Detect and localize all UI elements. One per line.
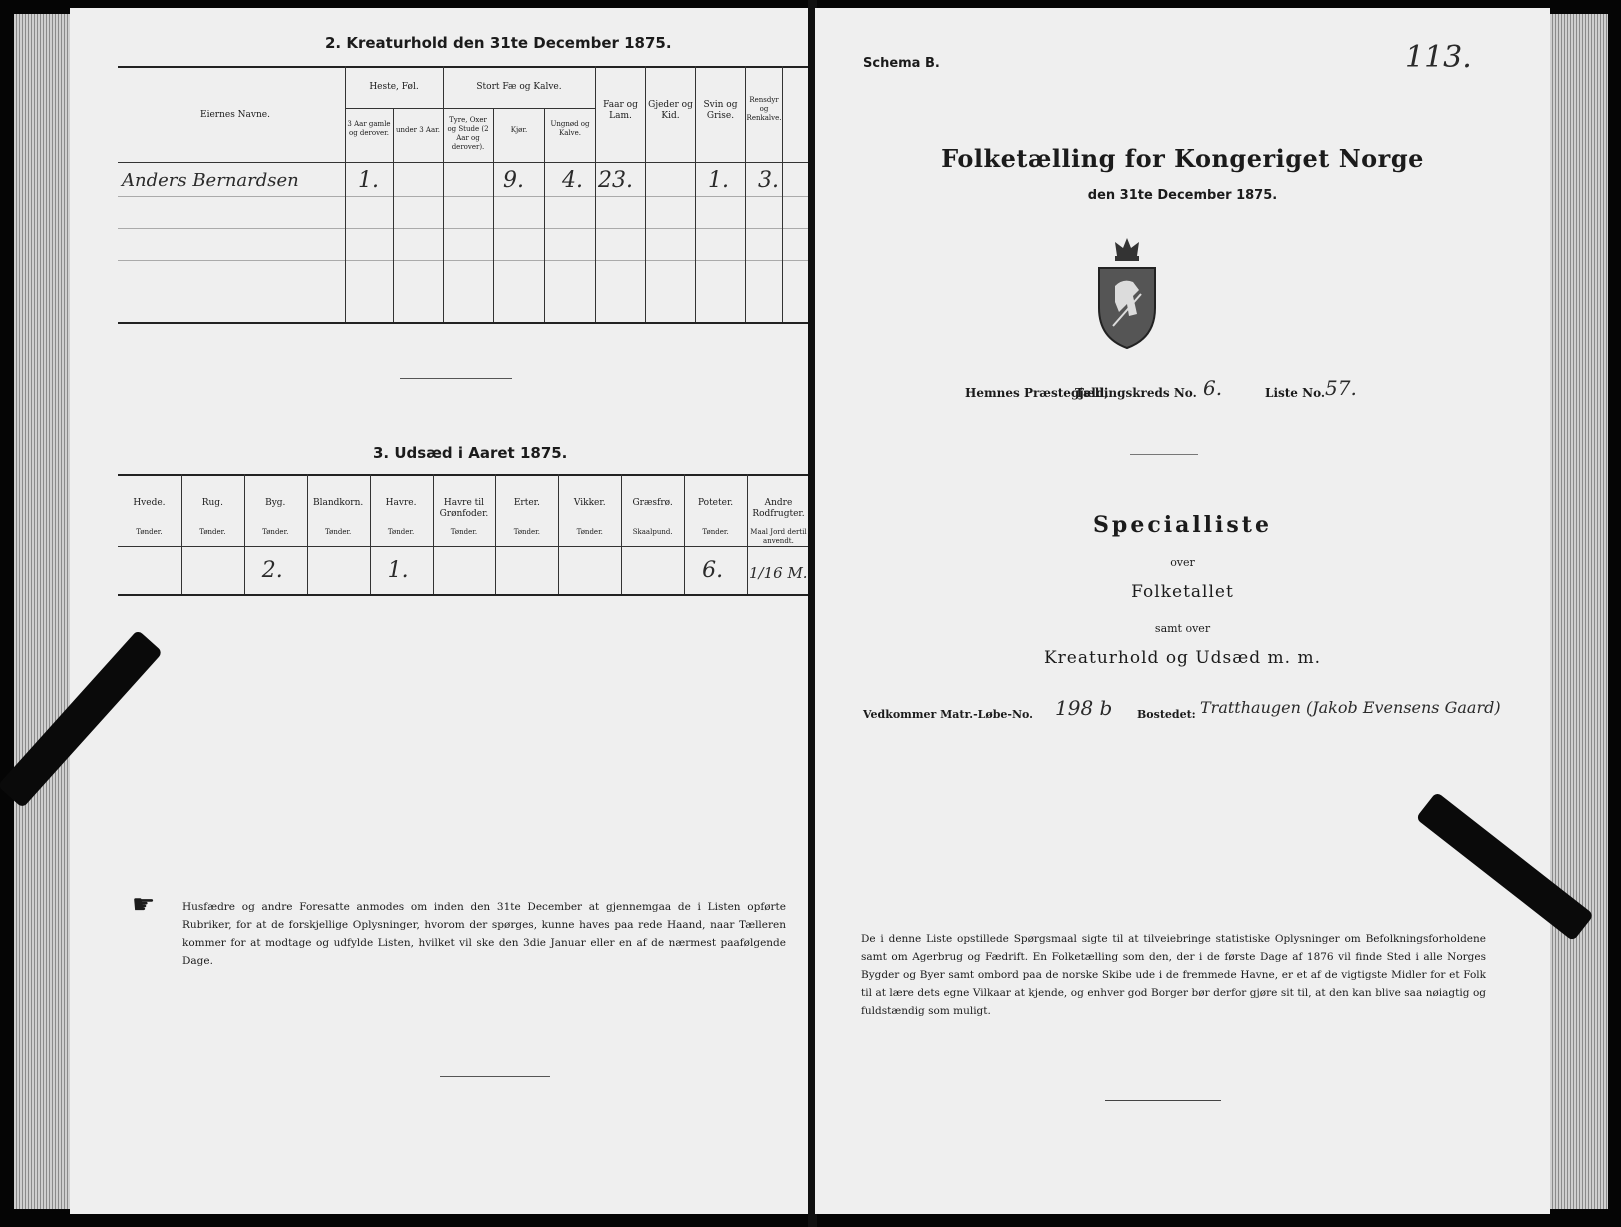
seed-value: 1/16 M. [749,564,808,582]
right-page [815,8,1550,1214]
seed-col-header: Poteter. [697,498,734,508]
special-title: Specialliste [1093,512,1272,538]
samt-over-label: samt over [1154,622,1211,635]
over-label: over [1170,556,1195,569]
reindeer-value: 3. [758,168,779,193]
bottom-divider [440,1076,550,1077]
seed-col-header: Rug. [201,498,223,508]
book-page-edges-left [14,14,70,1209]
col-horses-young: under 3 Aar. [396,126,440,134]
seed-col-unit: Tønder. [387,528,415,536]
seed-col-header: Havre. [385,498,417,508]
col-young-cattle: Ungnød og Kalve. [550,120,590,137]
owner-name: Anders Bernardsen [122,170,299,191]
pointing-hand-icon: ☛ [132,890,156,920]
col-cows: Kjør. [510,126,528,134]
bosted-value: Tratthaugen (Jakob Evensens Gaard) [1200,698,1501,717]
seed-col-header: Havre til Grønfoder. [439,498,489,519]
kreatur-label: Kreaturhold og Udsæd m. m. [1043,648,1321,668]
seed-col-header: Hvede. [133,498,166,508]
list-label: Liste No. [1265,386,1326,400]
seed-col-unit: Tønder. [702,528,729,536]
cattle-group-header: Stort Fæ og Kalve. [476,82,562,92]
bosted-label: Bostedet: [1137,708,1196,721]
page-number: 113. [1405,40,1472,75]
matr-value: 198 b [1055,696,1113,720]
parish-label: Hemnes Præstegjeld, [965,386,1109,400]
sheep-value: 23. [598,168,633,193]
date-line: den 31te December 1875. [1087,188,1278,203]
seed-col-header: Erter. [513,498,540,508]
col-sheep: Faar og Lam. [603,100,638,121]
norwegian-coat-of-arms-icon [1093,234,1161,352]
divider [400,378,512,379]
col-pigs: Svin og Grise. [703,100,738,121]
col-bulls: Tyre, Oxer og Stude (2 Aar og derover). [447,116,489,151]
district-label: Tællingskreds No. [1075,386,1197,400]
matr-label: Vedkommer Matr.-Løbe-No. [863,708,1033,721]
purpose-note: De i denne Liste opstillede Spørgsmaal sigte til at tilveiebringe statistiske Oplysninger om Befolkningsforholdene samt om Agerbrug og Fædrift. En Folketælling som den, der i de første Dage af 1876 vil finde Sted i alle Norges Bygder og Byer samt ombord paa de norske Skibe ude i de fremmede Havne, er et af de vigtigste Midler for et Folk til at lære dets egne Vilkaar at kjende, og enhver god Borger bør derfor gjøre sit til, at den kan blive saa nøiagtig og fuldstændig som muligt. [861,933,1486,1017]
list-value: 57. [1325,376,1357,400]
seed-col-header: Vikker. [573,498,606,508]
col-reindeer: Rensdyr og Renkalve. [746,96,782,122]
horses-old-value: 1. [358,168,379,193]
pigs-value: 1. [708,168,729,193]
district-value: 6. [1203,376,1223,400]
seed-col-unit: Tønder. [262,528,289,536]
seed-title: 3. Udsæd i Aaret 1875. [373,444,568,462]
seed-col-unit: Tønder. [199,528,226,536]
schema-label: Schema B. [863,56,940,71]
seed-col-header: Byg. [265,498,286,508]
cows-value: 9. [503,168,524,193]
owner-header: Eiernes Navne. [200,110,270,120]
seed-col-unit: Tønder. [513,528,540,536]
col-goats: Gjeder og Kid. [648,100,693,121]
col-horses-old: 3 Aar gamle og derover. [347,120,391,137]
left-page [70,8,810,1214]
seed-value: 1. [387,558,409,583]
book-page-edges-right [1550,14,1608,1209]
seed-col-unit: Tønder. [324,528,352,536]
folketallet-label: Folketallet [1131,582,1234,602]
seed-col-unit: Tønder. [450,528,478,536]
seed-col-unit: Tønder. [136,528,163,536]
seed-col-header: Andre Rodfrugter. [752,498,805,519]
seed-col-header: Blandkorn. [313,498,364,508]
instruction-note: Husfædre og andre Foresatte anmodes om inden den 31te December at gjennemgaa de i Listen opførte Rubriker, for at de forskjellige Oplysninger, hvorom der spørges, kunne haves paa rede Haand, naar Tælleren kommer for at modtage og udfylde Listen, hvilket vil ske den 3die Januar eller en af de nærmest paafølgende Dage. [182,901,786,967]
main-title: Folketælling for Kongeriget Norge [941,144,1424,173]
seed-col-unit: Tønder. [576,528,603,536]
livestock-title: 2. Kreaturhold den 31te December 1875. [325,34,672,52]
seed-value: 2. [261,558,283,583]
seed-col-unit: Skaalpund. [632,528,673,536]
young-cattle-value: 4. [562,168,583,193]
seed-col-unit: Maal Jord dertil anvendt. [750,528,807,545]
horses-group-header: Heste, Føl. [369,82,419,92]
seed-value: 6. [702,558,724,583]
seed-col-header: Græsfrø. [632,498,673,508]
